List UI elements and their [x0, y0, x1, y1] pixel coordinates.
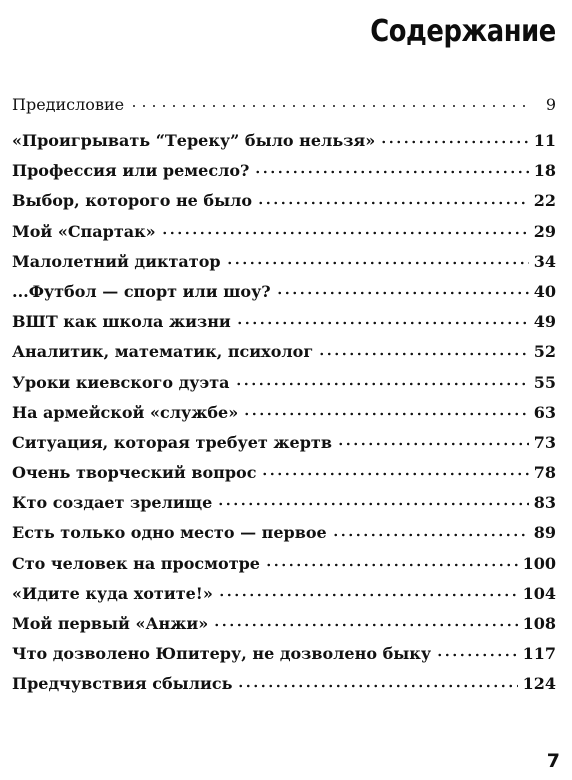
toc-entry-page: 89	[533, 523, 556, 543]
dot-leader	[161, 221, 529, 237]
toc-entry-page: 49	[533, 312, 556, 332]
toc-entry-page: 11	[533, 131, 556, 150]
dot-leader	[235, 372, 529, 388]
dot-leader	[257, 190, 529, 206]
toc-entry-page: 124	[522, 674, 556, 694]
toc-entry-title: «Проигрывать “Тереку” было нельзя»	[12, 131, 376, 150]
toc-entry-title: «Идите куда хотите!»	[12, 583, 213, 603]
toc-entry	[12, 130, 556, 160]
toc-entry-title: Есть только одно место — первое	[12, 523, 327, 543]
toc-entry	[12, 643, 556, 673]
toc-entry-page: 22	[533, 191, 556, 211]
toc-entry-title: Малолетний диктатор	[12, 251, 221, 271]
dot-leader	[318, 341, 529, 357]
toc-entry	[12, 372, 556, 402]
toc-entry	[12, 673, 556, 703]
toc-entry	[12, 281, 556, 311]
toc-entry	[12, 492, 556, 522]
toc-entry-title: Выбор, которого не было	[12, 191, 253, 211]
toc-entry-title: Ситуация, которая требует жертв	[12, 432, 332, 452]
toc-entry	[12, 341, 556, 371]
dot-leader	[217, 492, 528, 508]
toc-entry-title: ...Футбол — спорт или шоу?	[12, 281, 271, 301]
toc-entry	[12, 522, 556, 552]
toc-entry	[12, 613, 556, 643]
toc-entry-title: Очень творческий вопрос	[12, 463, 257, 483]
dot-leader	[261, 462, 528, 478]
dot-leader	[332, 522, 529, 538]
dot-leader	[337, 432, 529, 448]
dot-leader	[265, 553, 518, 569]
page-title: Содержание	[370, 14, 556, 49]
toc-entry-page: 78	[533, 463, 556, 483]
toc-entry-title: ВШТ как школа жизни	[12, 312, 231, 332]
toc-entry-page: 9	[545, 95, 556, 114]
dot-leader	[236, 311, 529, 327]
toc-entry-page: 73	[533, 432, 556, 452]
toc-entry-title: Предисловие	[12, 95, 125, 114]
toc-entry	[12, 160, 556, 190]
page-number: 7	[546, 750, 560, 772]
toc-entry-title: Аналитик, математик, психолог	[12, 342, 314, 362]
dot-leader	[436, 643, 518, 659]
toc-entry-page: 55	[533, 372, 556, 392]
dot-leader	[380, 130, 529, 146]
toc-entry-title: Сто человек на просмотре	[12, 553, 260, 573]
toc-entry-page: 52	[533, 342, 556, 362]
toc-entry-title: Уроки киевского дуэта	[12, 372, 230, 392]
toc-entry-title: Что дозволено Юпитеру, не дозволено быку	[12, 644, 432, 664]
toc-entry-page: 117	[522, 644, 556, 664]
toc-entry	[12, 553, 556, 583]
dot-leader	[237, 673, 517, 689]
toc-entry-page: 100	[522, 553, 556, 573]
toc-entry-page: 63	[533, 402, 556, 422]
dot-leader	[226, 251, 529, 267]
toc-entry	[12, 432, 556, 462]
toc-entry	[12, 221, 556, 251]
toc-entry	[12, 402, 556, 432]
toc-entry-title: Кто создает зрелище	[12, 493, 213, 513]
toc-entry-page: 104	[522, 583, 556, 603]
dot-leader	[243, 402, 529, 418]
toc-entry-title: Мой первый «Анжи»	[12, 614, 209, 633]
toc-entry-page: 83	[533, 493, 556, 513]
toc-entry	[12, 94, 556, 130]
dot-leader	[254, 160, 528, 176]
toc-entry	[12, 190, 556, 220]
toc-entry-title: Предчувствия сбылись	[12, 674, 233, 694]
dot-leader	[213, 613, 517, 629]
toc-entry-page: 34	[533, 251, 556, 271]
toc-entry-page: 40	[533, 281, 556, 301]
toc-entry-page: 29	[533, 221, 556, 241]
toc-entry	[12, 583, 556, 613]
toc-entry	[12, 311, 556, 341]
toc-entry	[12, 462, 556, 492]
dot-leader	[218, 583, 518, 599]
toc-entry	[12, 251, 556, 281]
dot-leader	[276, 281, 529, 297]
dot-leader	[129, 94, 533, 110]
table-of-contents	[12, 94, 556, 704]
toc-entry-title: Мой «Спартак»	[12, 221, 156, 241]
toc-entry-title: Профессия или ремесло?	[12, 161, 250, 181]
toc-entry-page: 18	[533, 161, 556, 181]
toc-entry-title: На армейской «службе»	[12, 402, 239, 422]
toc-entry-page: 108	[522, 614, 556, 633]
